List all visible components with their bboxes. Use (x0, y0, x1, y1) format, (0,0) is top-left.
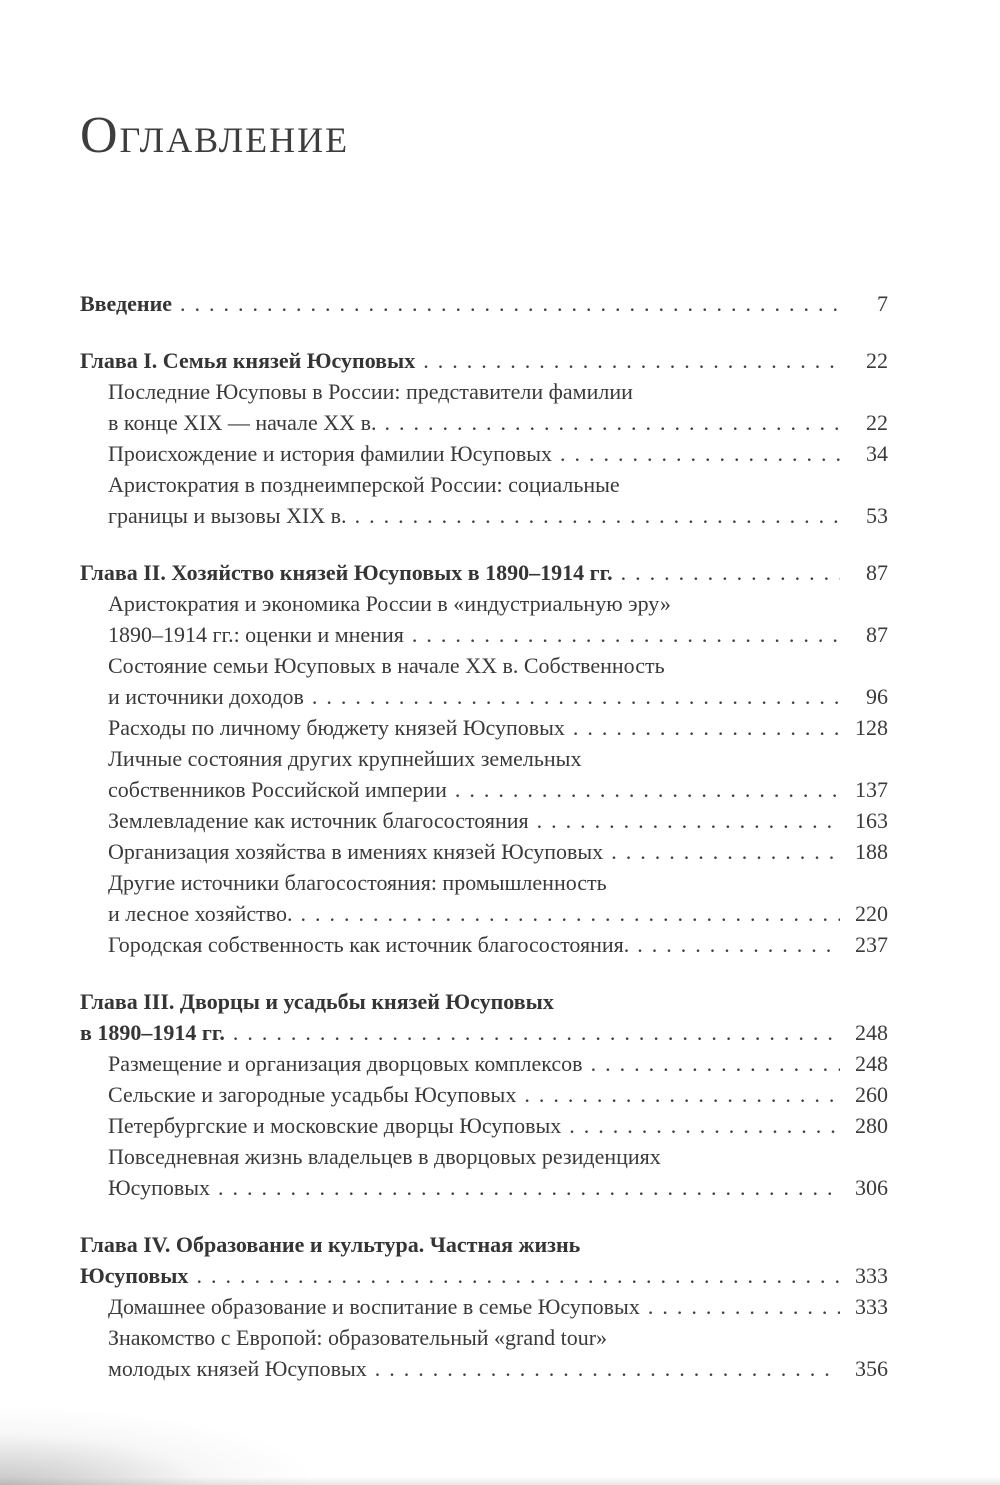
toc-entry-line (108, 588, 888, 619)
toc-entry-line (108, 1048, 888, 1079)
dot-leader (233, 1017, 840, 1048)
toc-entry-text: в 1890–1914 гг. (80, 1020, 225, 1045)
dot-leader (180, 288, 840, 319)
page-number: 22 (866, 410, 888, 435)
toc-entry-text: Расходы по личному бюджету князей Юсуповых (108, 715, 565, 740)
dot-leader (537, 805, 840, 836)
toc-entry-line (108, 1172, 888, 1203)
toc-entry (80, 836, 888, 867)
toc-entry-text: Происхождение и история фамилии Юсуповых (108, 441, 553, 466)
toc-entry (80, 1079, 888, 1110)
toc-entry-text: границы и вызовы XIX в. (108, 503, 347, 528)
dot-leader (412, 619, 840, 650)
page-number: 7 (877, 291, 888, 316)
toc-entry (80, 438, 888, 469)
page-number: 356 (855, 1356, 888, 1381)
toc-entry-line (108, 712, 888, 743)
toc-entry-line (108, 1079, 888, 1110)
table-of-contents (80, 288, 888, 1384)
page-number: 220 (855, 901, 888, 926)
toc-entry-text: Размещение и организация дворцовых комплексов (108, 1051, 583, 1076)
toc-entry-text: Юсуповых (80, 1263, 189, 1288)
toc-entry (80, 867, 888, 929)
toc-entry-line (108, 681, 888, 712)
dot-leader (591, 1048, 840, 1079)
dot-leader (524, 1079, 840, 1110)
toc-entry-line (108, 407, 888, 438)
toc-entry-line (108, 836, 888, 867)
toc-entry-line (108, 1353, 888, 1384)
toc-entry-line (80, 1017, 888, 1048)
toc-entry-line (108, 650, 888, 681)
toc-entry-line (108, 500, 888, 531)
toc-entry-line (108, 743, 888, 774)
page-number: 96 (866, 684, 888, 709)
toc-entry-line (108, 376, 888, 407)
toc-entry-text: собственников Российской империи (108, 777, 447, 802)
toc-entry-text: Введение (80, 291, 173, 316)
dot-leader (355, 500, 840, 531)
scan-bottom-edge-shadow (0, 1477, 1000, 1485)
page-number: 260 (855, 1082, 888, 1107)
page-number: 53 (866, 503, 888, 528)
toc-entry-text: Состояние семьи Юсуповых в начале XX в. Собственность (108, 653, 665, 678)
toc-entry (80, 376, 888, 438)
toc-entry-text: Глава IV. Образование и культура. Частная жизнь (80, 1232, 581, 1257)
toc-entry-text: Аристократия и экономика России в «индустриальную эру» (108, 591, 671, 616)
toc-entry-text: Глава II. Хозяйство князей Юсуповых в 1890–1914 гг. (80, 560, 613, 585)
dot-leader (218, 1172, 840, 1203)
scan-edge-shadow (0, 1405, 320, 1485)
toc-entry-text: молодых князей Юсуповых (108, 1356, 367, 1381)
toc-entry (80, 469, 888, 531)
dot-leader (384, 407, 840, 438)
toc-entry (80, 929, 888, 960)
toc-entry-line (108, 1322, 888, 1353)
toc-entry-line (108, 1291, 888, 1322)
toc-entry-line (80, 1229, 888, 1260)
toc-entry-text: Глава III. Дворцы и усадьбы князей Юсуповых (80, 989, 554, 1014)
dot-leader (573, 712, 840, 743)
dot-leader (648, 1291, 840, 1322)
page-number: 188 (855, 839, 888, 864)
toc-entry-text: Аристократия в позднеимперской России: социальные (108, 472, 620, 497)
toc-entry (80, 986, 888, 1048)
page-number: 163 (855, 808, 888, 833)
toc-entry-text: Городская собственность как источник благосостояния. (108, 932, 630, 957)
toc-entry-line (108, 774, 888, 805)
page-number: 237 (855, 932, 888, 957)
toc-entry (80, 1048, 888, 1079)
toc-entry-line (80, 986, 888, 1017)
toc-entry (80, 1110, 888, 1141)
toc-entry-text: в конце XIX — начале XX в. (108, 410, 377, 435)
toc-entry (80, 1291, 888, 1322)
toc-entry-line (108, 469, 888, 500)
toc-entry-line (108, 438, 888, 469)
page-number: 248 (855, 1020, 888, 1045)
dot-leader (423, 345, 840, 376)
dot-leader (621, 557, 840, 588)
toc-entry (80, 805, 888, 836)
dot-leader (375, 1353, 840, 1384)
toc-entry-text: Личные состояния других крупнейших земельных (108, 746, 582, 771)
page-number: 306 (855, 1175, 888, 1200)
toc-entry-text: Организация хозяйства в имениях князей Юсуповых (108, 839, 604, 864)
toc-entry-text: Глава I. Семья князей Юсуповых (80, 348, 416, 373)
toc-entry-line (80, 288, 888, 319)
page-number: 137 (855, 777, 888, 802)
toc-entry-text: Сельские и загородные усадьбы Юсуповых (108, 1082, 517, 1107)
toc-entry (80, 1229, 888, 1291)
toc-entry (80, 288, 888, 319)
toc-entry-line (108, 867, 888, 898)
toc-entry (80, 650, 888, 712)
toc-entry-text: Юсуповых (108, 1175, 211, 1200)
toc-entry-text: Петербургские и московские дворцы Юсуповых (108, 1113, 562, 1138)
dot-leader (637, 929, 840, 960)
toc-entry (80, 345, 888, 376)
toc-entry-text: 1890–1914 гг.: оценки и мнения (108, 622, 404, 647)
dot-leader (196, 1260, 840, 1291)
toc-entry (80, 743, 888, 805)
toc-entry-text: Последние Юсуповы в России: представители фамилии (108, 379, 633, 404)
toc-entry (80, 557, 888, 588)
toc-entry (80, 712, 888, 743)
toc-entry (80, 1322, 888, 1384)
page-number: 87 (866, 560, 888, 585)
toc-entry-text: Землевладение как источник благосостояния (108, 808, 529, 833)
dot-leader (611, 836, 840, 867)
page-number: 248 (855, 1051, 888, 1076)
dot-leader (312, 681, 840, 712)
toc-entry-text: Знакомство с Европой: образовательный «grand tour» (108, 1325, 608, 1350)
page-title: Оглавление (80, 107, 350, 164)
dot-leader (455, 774, 840, 805)
toc-entry (80, 1141, 888, 1203)
toc-entry-line (108, 805, 888, 836)
page-number: 22 (866, 348, 888, 373)
dot-leader (569, 1110, 840, 1141)
toc-entry-line (80, 1260, 888, 1291)
toc-entry-line (80, 345, 888, 376)
toc-entry-line (108, 1110, 888, 1141)
page-number: 333 (855, 1263, 888, 1288)
toc-entry-line (108, 929, 888, 960)
dot-leader (560, 438, 840, 469)
toc-entry-line (80, 557, 888, 588)
toc-entry-text: Повседневная жизнь владельцев в дворцовых резиденциях (108, 1144, 661, 1169)
toc-entry-text: Домашнее образование и воспитание в семье Юсуповых (108, 1294, 640, 1319)
page-number: 34 (866, 441, 888, 466)
dot-leader (301, 898, 841, 929)
toc-entry-text: и лесное хозяйство. (108, 901, 293, 926)
page-number: 280 (855, 1113, 888, 1138)
page-number: 128 (855, 715, 888, 740)
toc-entry-line (108, 619, 888, 650)
toc-entry (80, 588, 888, 650)
toc-entry-text: и источники доходов (108, 684, 304, 709)
toc-entry-line (108, 1141, 888, 1172)
toc-entry-line (108, 898, 888, 929)
page-number: 87 (866, 622, 888, 647)
toc-entry-text: Другие источники благосостояния: промышленность (108, 870, 607, 895)
page-number: 333 (855, 1294, 888, 1319)
